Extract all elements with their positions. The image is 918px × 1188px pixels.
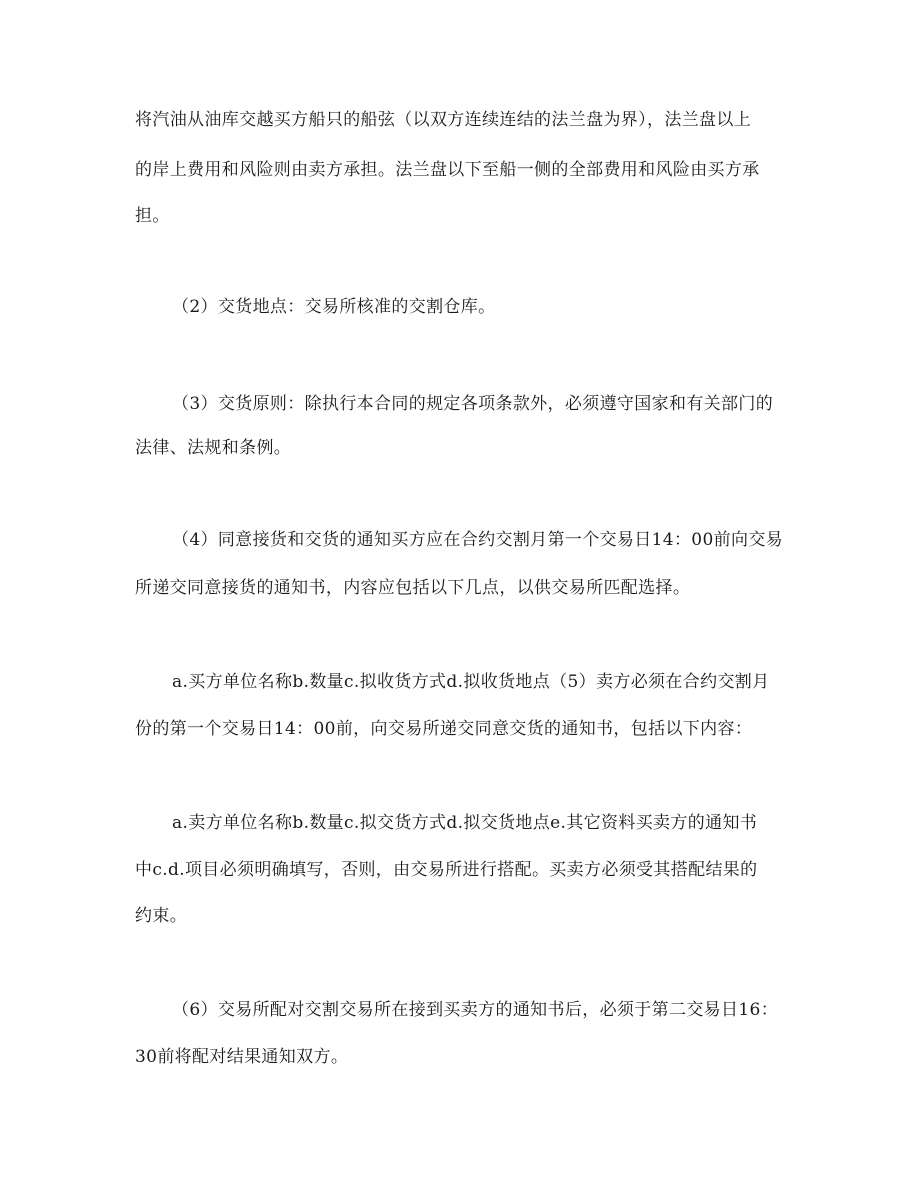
paragraph-6-line-2: 中c.d.项目必须明确填写，否则，由交易所进行搭配。买卖方必须受其搭配结果的 [135, 860, 758, 880]
paragraph-5-line-1: a.买方单位名称b.数量c.拟收货方式d.拟收货地点（5）卖方必须在合约交割月 [172, 672, 770, 692]
paragraph-7-line-1: （6）交易所配对交割交易所在接到买卖方的通知书后，必须于第二交易日16： [172, 1000, 779, 1020]
paragraph-1-line-2: 的岸上费用和风险则由卖方承担。法兰盘以下至船一侧的全部费用和风险由买方承 [135, 160, 760, 180]
paragraph-1-line-3: 担。 [135, 206, 170, 226]
paragraph-4-line-2: 所递交同意接货的通知书，内容应包括以下几点，以供交易所匹配选择。 [135, 578, 691, 598]
paragraph-3-line-1: （3）交货原则：除执行本合同的规定各项条款外，必须遵守国家和有关部门的 [172, 394, 774, 414]
paragraph-4-line-1: （4）同意接货和交货的通知买方应在合约交割月第一个交易日14：00前向交易 [172, 530, 784, 550]
paragraph-2-line-1: （2）交货地点：交易所核准的交割仓库。 [172, 297, 496, 317]
paragraph-5-line-2: 份的第一个交易日14：00前，向交易所递交同意交货的通知书，包括以下内容： [135, 719, 753, 739]
paragraph-3-line-2: 法律、法规和条例。 [135, 438, 292, 458]
paragraph-6-line-1: a.卖方单位名称b.数量c.拟交货方式d.拟交货地点e.其它资料买卖方的通知书 [172, 813, 758, 833]
paragraph-7-line-2: 30前将配对结果通知双方。 [135, 1047, 349, 1067]
paragraph-6-line-3: 约束。 [135, 906, 188, 926]
paragraph-1-line-1: 将汽油从油库交越买方船只的船弦（以双方连续连结的法兰盘为界），法兰盘以上 [135, 110, 752, 130]
